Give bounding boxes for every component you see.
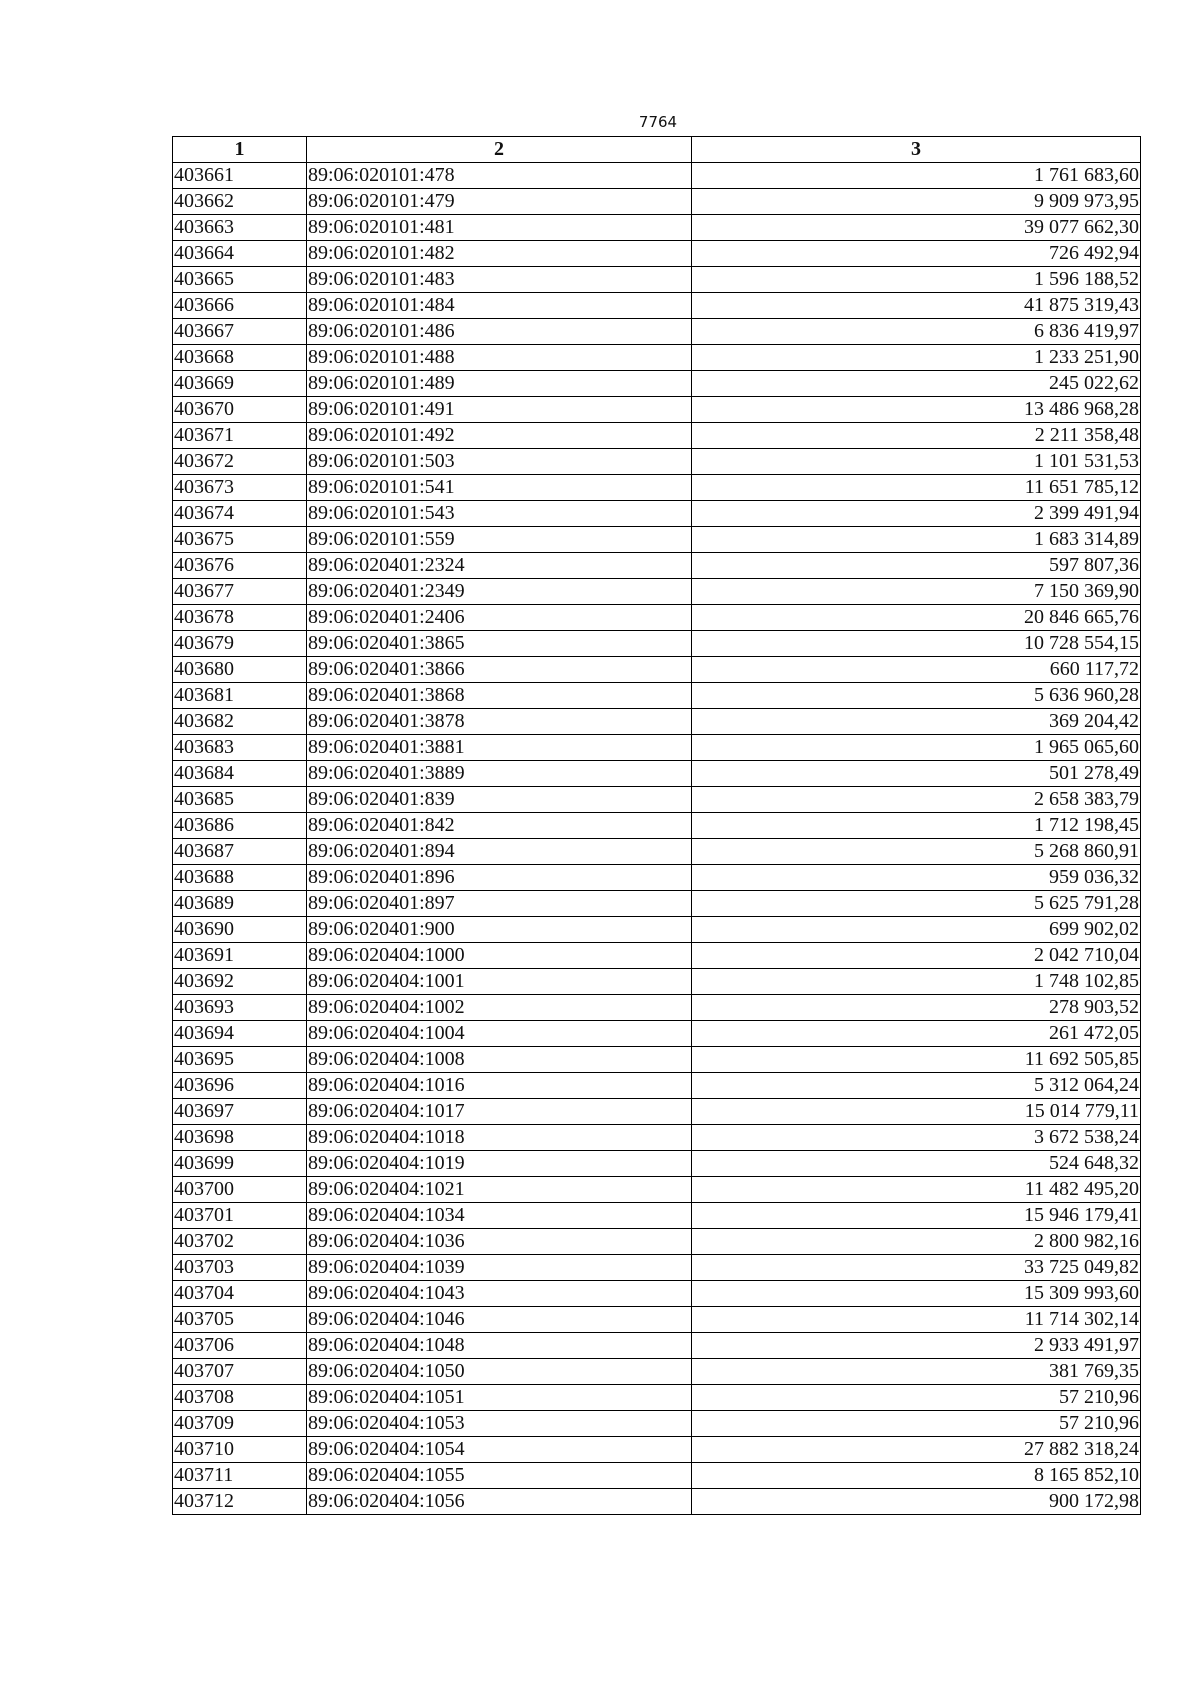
cadastral-number-cell: 89:06:020404:1055 bbox=[307, 1463, 692, 1489]
value-cell: 2 399 491,94 bbox=[692, 501, 1141, 527]
value-cell: 278 903,52 bbox=[692, 995, 1141, 1021]
row-number-cell: 403690 bbox=[173, 917, 307, 943]
row-number-cell: 403709 bbox=[173, 1411, 307, 1437]
row-number-cell: 403701 bbox=[173, 1203, 307, 1229]
cadastral-number-cell: 89:06:020404:1048 bbox=[307, 1333, 692, 1359]
row-number-cell: 403688 bbox=[173, 865, 307, 891]
table-row bbox=[173, 1359, 1141, 1385]
cadastral-number-cell: 89:06:020101:483 bbox=[307, 267, 692, 293]
table-row bbox=[173, 761, 1141, 787]
table-row bbox=[173, 1437, 1141, 1463]
cadastral-number-cell: 89:06:020404:1051 bbox=[307, 1385, 692, 1411]
value-cell: 1 233 251,90 bbox=[692, 345, 1141, 371]
table-row bbox=[173, 1307, 1141, 1333]
table-row bbox=[173, 241, 1141, 267]
row-number-cell: 403673 bbox=[173, 475, 307, 501]
table-row bbox=[173, 1411, 1141, 1437]
table-row bbox=[173, 1229, 1141, 1255]
column-header-3: 3 bbox=[692, 137, 1141, 163]
value-cell: 660 117,72 bbox=[692, 657, 1141, 683]
row-number-cell: 403698 bbox=[173, 1125, 307, 1151]
value-cell: 1 761 683,60 bbox=[692, 163, 1141, 189]
table-row bbox=[173, 345, 1141, 371]
cadastral-number-cell: 89:06:020404:1018 bbox=[307, 1125, 692, 1151]
row-number-cell: 403710 bbox=[173, 1437, 307, 1463]
cadastral-number-cell: 89:06:020101:479 bbox=[307, 189, 692, 215]
value-cell: 5 625 791,28 bbox=[692, 891, 1141, 917]
table-row bbox=[173, 709, 1141, 735]
value-cell: 27 882 318,24 bbox=[692, 1437, 1141, 1463]
value-cell: 3 672 538,24 bbox=[692, 1125, 1141, 1151]
value-cell: 11 651 785,12 bbox=[692, 475, 1141, 501]
value-cell: 1 683 314,89 bbox=[692, 527, 1141, 553]
row-number-cell: 403700 bbox=[173, 1177, 307, 1203]
table-row bbox=[173, 449, 1141, 475]
cadastral-number-cell: 89:06:020101:478 bbox=[307, 163, 692, 189]
table-row bbox=[173, 1047, 1141, 1073]
row-number-cell: 403682 bbox=[173, 709, 307, 735]
row-number-cell: 403666 bbox=[173, 293, 307, 319]
table-row bbox=[173, 657, 1141, 683]
table-row bbox=[173, 163, 1141, 189]
value-cell: 1 965 065,60 bbox=[692, 735, 1141, 761]
cadastral-number-cell: 89:06:020101:491 bbox=[307, 397, 692, 423]
cadastral-number-cell: 89:06:020404:1021 bbox=[307, 1177, 692, 1203]
row-number-cell: 403677 bbox=[173, 579, 307, 605]
table-row bbox=[173, 813, 1141, 839]
value-cell: 10 728 554,15 bbox=[692, 631, 1141, 657]
table-row bbox=[173, 943, 1141, 969]
row-number-cell: 403671 bbox=[173, 423, 307, 449]
cadastral-number-cell: 89:06:020101:486 bbox=[307, 319, 692, 345]
row-number-cell: 403711 bbox=[173, 1463, 307, 1489]
value-cell: 1 596 188,52 bbox=[692, 267, 1141, 293]
table-row bbox=[173, 1255, 1141, 1281]
row-number-cell: 403708 bbox=[173, 1385, 307, 1411]
value-cell: 1 712 198,45 bbox=[692, 813, 1141, 839]
value-cell: 2 042 710,04 bbox=[692, 943, 1141, 969]
table-row bbox=[173, 891, 1141, 917]
cadastral-number-cell: 89:06:020101:481 bbox=[307, 215, 692, 241]
value-cell: 11 692 505,85 bbox=[692, 1047, 1141, 1073]
cadastral-number-cell: 89:06:020401:2406 bbox=[307, 605, 692, 631]
table-row bbox=[173, 969, 1141, 995]
data-table bbox=[172, 136, 1141, 1515]
table-row bbox=[173, 501, 1141, 527]
table-row bbox=[173, 1489, 1141, 1515]
table-row bbox=[173, 865, 1141, 891]
cadastral-number-cell: 89:06:020401:3878 bbox=[307, 709, 692, 735]
cadastral-number-cell: 89:06:020101:492 bbox=[307, 423, 692, 449]
row-number-cell: 403695 bbox=[173, 1047, 307, 1073]
table-row bbox=[173, 605, 1141, 631]
cadastral-number-cell: 89:06:020401:2324 bbox=[307, 553, 692, 579]
cadastral-number-cell: 89:06:020404:1000 bbox=[307, 943, 692, 969]
table-row bbox=[173, 319, 1141, 345]
row-number-cell: 403703 bbox=[173, 1255, 307, 1281]
value-cell: 2 800 982,16 bbox=[692, 1229, 1141, 1255]
row-number-cell: 403697 bbox=[173, 1099, 307, 1125]
row-number-cell: 403707 bbox=[173, 1359, 307, 1385]
value-cell: 6 836 419,97 bbox=[692, 319, 1141, 345]
cadastral-number-cell: 89:06:020401:896 bbox=[307, 865, 692, 891]
table-row bbox=[173, 1125, 1141, 1151]
value-cell: 9 909 973,95 bbox=[692, 189, 1141, 215]
cadastral-number-cell: 89:06:020404:1053 bbox=[307, 1411, 692, 1437]
cadastral-number-cell: 89:06:020404:1054 bbox=[307, 1437, 692, 1463]
cadastral-number-cell: 89:06:020101:482 bbox=[307, 241, 692, 267]
value-cell: 1 101 531,53 bbox=[692, 449, 1141, 475]
row-number-cell: 403664 bbox=[173, 241, 307, 267]
row-number-cell: 403675 bbox=[173, 527, 307, 553]
value-cell: 524 648,32 bbox=[692, 1151, 1141, 1177]
table-row bbox=[173, 1281, 1141, 1307]
row-number-cell: 403685 bbox=[173, 787, 307, 813]
column-header-2: 2 bbox=[307, 137, 692, 163]
row-number-cell: 403678 bbox=[173, 605, 307, 631]
row-number-cell: 403691 bbox=[173, 943, 307, 969]
row-number-cell: 403681 bbox=[173, 683, 307, 709]
cadastral-number-cell: 89:06:020101:489 bbox=[307, 371, 692, 397]
value-cell: 5 268 860,91 bbox=[692, 839, 1141, 865]
row-number-cell: 403694 bbox=[173, 1021, 307, 1047]
row-number-cell: 403668 bbox=[173, 345, 307, 371]
row-number-cell: 403693 bbox=[173, 995, 307, 1021]
value-cell: 726 492,94 bbox=[692, 241, 1141, 267]
value-cell: 13 486 968,28 bbox=[692, 397, 1141, 423]
row-number-cell: 403699 bbox=[173, 1151, 307, 1177]
row-number-cell: 403679 bbox=[173, 631, 307, 657]
page-number: 7764 bbox=[638, 113, 678, 131]
row-number-cell: 403683 bbox=[173, 735, 307, 761]
table-row bbox=[173, 631, 1141, 657]
table-row bbox=[173, 1099, 1141, 1125]
cadastral-number-cell: 89:06:020101:503 bbox=[307, 449, 692, 475]
cadastral-number-cell: 89:06:020101:488 bbox=[307, 345, 692, 371]
table-row bbox=[173, 1203, 1141, 1229]
value-cell: 33 725 049,82 bbox=[692, 1255, 1141, 1281]
value-cell: 501 278,49 bbox=[692, 761, 1141, 787]
table-row bbox=[173, 1385, 1141, 1411]
cadastral-number-cell: 89:06:020401:897 bbox=[307, 891, 692, 917]
cadastral-number-cell: 89:06:020404:1036 bbox=[307, 1229, 692, 1255]
cadastral-number-cell: 89:06:020404:1008 bbox=[307, 1047, 692, 1073]
table-row bbox=[173, 1151, 1141, 1177]
cadastral-number-cell: 89:06:020404:1056 bbox=[307, 1489, 692, 1515]
table-row bbox=[173, 1021, 1141, 1047]
row-number-cell: 403696 bbox=[173, 1073, 307, 1099]
table-body bbox=[173, 163, 1141, 1515]
cadastral-number-cell: 89:06:020101:541 bbox=[307, 475, 692, 501]
cadastral-number-cell: 89:06:020401:3866 bbox=[307, 657, 692, 683]
row-number-cell: 403687 bbox=[173, 839, 307, 865]
value-cell: 11 714 302,14 bbox=[692, 1307, 1141, 1333]
cadastral-number-cell: 89:06:020401:894 bbox=[307, 839, 692, 865]
cadastral-number-cell: 89:06:020404:1043 bbox=[307, 1281, 692, 1307]
row-number-cell: 403661 bbox=[173, 163, 307, 189]
cadastral-number-cell: 89:06:020401:3868 bbox=[307, 683, 692, 709]
row-number-cell: 403672 bbox=[173, 449, 307, 475]
cadastral-number-cell: 89:06:020404:1016 bbox=[307, 1073, 692, 1099]
cadastral-number-cell: 89:06:020401:2349 bbox=[307, 579, 692, 605]
table-row bbox=[173, 683, 1141, 709]
column-header-1: 1 bbox=[173, 137, 307, 163]
cadastral-number-cell: 89:06:020404:1002 bbox=[307, 995, 692, 1021]
cadastral-number-cell: 89:06:020401:842 bbox=[307, 813, 692, 839]
value-cell: 1 748 102,85 bbox=[692, 969, 1141, 995]
value-cell: 699 902,02 bbox=[692, 917, 1141, 943]
value-cell: 2 658 383,79 bbox=[692, 787, 1141, 813]
cadastral-number-cell: 89:06:020401:900 bbox=[307, 917, 692, 943]
row-number-cell: 403680 bbox=[173, 657, 307, 683]
table-row bbox=[173, 1177, 1141, 1203]
row-number-cell: 403702 bbox=[173, 1229, 307, 1255]
cadastral-number-cell: 89:06:020101:559 bbox=[307, 527, 692, 553]
cadastral-number-cell: 89:06:020401:3889 bbox=[307, 761, 692, 787]
row-number-cell: 403686 bbox=[173, 813, 307, 839]
cadastral-number-cell: 89:06:020401:839 bbox=[307, 787, 692, 813]
value-cell: 41 875 319,43 bbox=[692, 293, 1141, 319]
table-row bbox=[173, 267, 1141, 293]
table-row bbox=[173, 423, 1141, 449]
row-number-cell: 403670 bbox=[173, 397, 307, 423]
table-row bbox=[173, 917, 1141, 943]
row-number-cell: 403662 bbox=[173, 189, 307, 215]
row-number-cell: 403674 bbox=[173, 501, 307, 527]
value-cell: 15 946 179,41 bbox=[692, 1203, 1141, 1229]
cadastral-number-cell: 89:06:020401:3865 bbox=[307, 631, 692, 657]
value-cell: 261 472,05 bbox=[692, 1021, 1141, 1047]
value-cell: 5 636 960,28 bbox=[692, 683, 1141, 709]
value-cell: 57 210,96 bbox=[692, 1411, 1141, 1437]
cadastral-number-cell: 89:06:020101:484 bbox=[307, 293, 692, 319]
row-number-cell: 403705 bbox=[173, 1307, 307, 1333]
row-number-cell: 403663 bbox=[173, 215, 307, 241]
row-number-cell: 403669 bbox=[173, 371, 307, 397]
value-cell: 7 150 369,90 bbox=[692, 579, 1141, 605]
table-row bbox=[173, 215, 1141, 241]
table-row bbox=[173, 1333, 1141, 1359]
value-cell: 15 309 993,60 bbox=[692, 1281, 1141, 1307]
cadastral-number-cell: 89:06:020404:1001 bbox=[307, 969, 692, 995]
cadastral-number-cell: 89:06:020404:1046 bbox=[307, 1307, 692, 1333]
cadastral-number-cell: 89:06:020404:1004 bbox=[307, 1021, 692, 1047]
value-cell: 245 022,62 bbox=[692, 371, 1141, 397]
table-header-row bbox=[173, 137, 1141, 163]
value-cell: 15 014 779,11 bbox=[692, 1099, 1141, 1125]
row-number-cell: 403667 bbox=[173, 319, 307, 345]
row-number-cell: 403692 bbox=[173, 969, 307, 995]
row-number-cell: 403689 bbox=[173, 891, 307, 917]
row-number-cell: 403706 bbox=[173, 1333, 307, 1359]
table-row bbox=[173, 839, 1141, 865]
table-row bbox=[173, 475, 1141, 501]
table-row bbox=[173, 735, 1141, 761]
table-row bbox=[173, 189, 1141, 215]
row-number-cell: 403712 bbox=[173, 1489, 307, 1515]
value-cell: 900 172,98 bbox=[692, 1489, 1141, 1515]
table-row bbox=[173, 371, 1141, 397]
row-number-cell: 403665 bbox=[173, 267, 307, 293]
table-row bbox=[173, 527, 1141, 553]
value-cell: 381 769,35 bbox=[692, 1359, 1141, 1385]
value-cell: 11 482 495,20 bbox=[692, 1177, 1141, 1203]
cadastral-number-cell: 89:06:020404:1017 bbox=[307, 1099, 692, 1125]
table-row bbox=[173, 397, 1141, 423]
table-row bbox=[173, 553, 1141, 579]
value-cell: 959 036,32 bbox=[692, 865, 1141, 891]
table-row bbox=[173, 995, 1141, 1021]
row-number-cell: 403684 bbox=[173, 761, 307, 787]
cadastral-number-cell: 89:06:020404:1039 bbox=[307, 1255, 692, 1281]
value-cell: 57 210,96 bbox=[692, 1385, 1141, 1411]
table-row bbox=[173, 293, 1141, 319]
value-cell: 369 204,42 bbox=[692, 709, 1141, 735]
row-number-cell: 403704 bbox=[173, 1281, 307, 1307]
value-cell: 2 211 358,48 bbox=[692, 423, 1141, 449]
value-cell: 597 807,36 bbox=[692, 553, 1141, 579]
cadastral-number-cell: 89:06:020404:1050 bbox=[307, 1359, 692, 1385]
value-cell: 5 312 064,24 bbox=[692, 1073, 1141, 1099]
value-cell: 20 846 665,76 bbox=[692, 605, 1141, 631]
cadastral-number-cell: 89:06:020101:543 bbox=[307, 501, 692, 527]
table-row bbox=[173, 579, 1141, 605]
value-cell: 8 165 852,10 bbox=[692, 1463, 1141, 1489]
table-row bbox=[173, 1463, 1141, 1489]
cadastral-number-cell: 89:06:020404:1034 bbox=[307, 1203, 692, 1229]
cadastral-number-cell: 89:06:020404:1019 bbox=[307, 1151, 692, 1177]
cadastral-number-cell: 89:06:020401:3881 bbox=[307, 735, 692, 761]
value-cell: 2 933 491,97 bbox=[692, 1333, 1141, 1359]
table-row bbox=[173, 787, 1141, 813]
value-cell: 39 077 662,30 bbox=[692, 215, 1141, 241]
row-number-cell: 403676 bbox=[173, 553, 307, 579]
table-row bbox=[173, 1073, 1141, 1099]
